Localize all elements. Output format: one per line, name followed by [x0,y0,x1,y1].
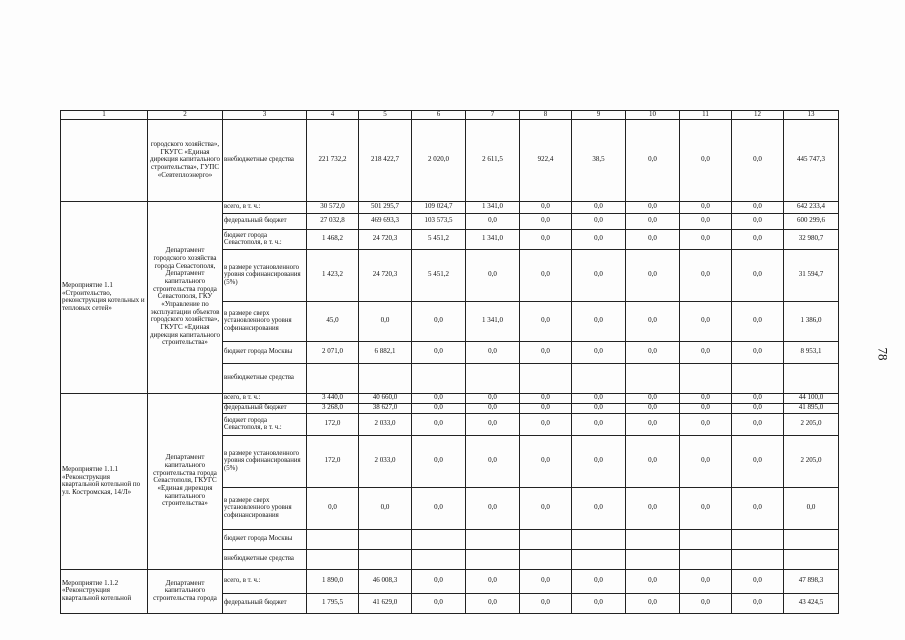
table-row [61,393,839,403]
value-cell: 0,0 [520,487,572,529]
value-cell: 0,0 [466,593,520,613]
column-header: 11 [680,111,732,120]
value-cell: 0,0 [626,301,680,341]
value-cell [466,363,520,393]
column-header: 3 [223,111,307,120]
value-cell: 0,0 [572,393,626,403]
value-cell: 1 341,0 [466,201,520,213]
value-cell: 8 953,1 [784,341,839,363]
value-cell [359,363,412,393]
value-cell: 0,0 [359,301,412,341]
value-cell: 221 732,2 [307,119,359,201]
value-cell: 0,0 [412,413,466,435]
executor-cell: Департамент капитального строительства города [148,569,223,613]
value-cell: 1 341,0 [466,229,520,249]
funding-source-cell: бюджет города Москвы [223,341,307,363]
value-cell [359,529,412,549]
value-cell [572,363,626,393]
column-header: 13 [784,111,839,120]
value-cell: 172,0 [307,435,359,487]
value-cell: 2 020,0 [412,119,466,201]
value-cell: 172,0 [307,413,359,435]
value-cell: 5 451,2 [412,229,466,249]
value-cell [732,529,784,549]
funding-source-cell: внебюджетные средства [223,549,307,569]
value-cell: 0,0 [520,229,572,249]
measure-cell: Мероприятие 1.1.2 «Реконструкция квартальной котельной [61,569,148,613]
value-cell [626,363,680,393]
value-cell: 0,0 [572,341,626,363]
value-cell: 0,0 [732,341,784,363]
measure-cell: Мероприятие 1.1.1 «Реконструкция квартальной котельной по ул. Костромская, 14/Л» [61,393,148,569]
funding-source-cell: федеральный бюджет [223,213,307,229]
value-cell: 1 386,0 [784,301,839,341]
column-header: 6 [412,111,466,120]
column-header: 7 [466,111,520,120]
header-row [61,111,839,120]
value-cell: 0,0 [732,569,784,593]
value-cell: 0,0 [680,393,732,403]
value-cell: 0,0 [732,593,784,613]
value-cell: 0,0 [572,593,626,613]
value-cell: 0,0 [680,435,732,487]
value-cell: 0,0 [732,119,784,201]
value-cell: 44 100,0 [784,393,839,403]
column-header: 8 [520,111,572,120]
value-cell [466,529,520,549]
value-cell: 109 024,7 [412,201,466,213]
value-cell: 642 233,4 [784,201,839,213]
value-cell: 24 720,3 [359,249,412,301]
value-cell: 0,0 [520,249,572,301]
value-cell: 600 299,6 [784,213,839,229]
funding-source-cell: всего, в т. ч.: [223,201,307,213]
value-cell: 0,0 [412,569,466,593]
value-cell: 0,0 [784,487,839,529]
column-header: 9 [572,111,626,120]
value-cell [412,549,466,569]
value-cell [572,549,626,569]
value-cell: 501 295,7 [359,201,412,213]
value-cell [732,549,784,569]
value-cell: 31 594,7 [784,249,839,301]
value-cell [572,529,626,549]
funding-source-cell: всего, в т. ч.: [223,393,307,403]
value-cell: 1 795,5 [307,593,359,613]
value-cell: 0,0 [412,301,466,341]
value-cell: 0,0 [732,393,784,403]
value-cell: 3 268,0 [307,403,359,413]
value-cell: 0,0 [732,413,784,435]
value-cell: 0,0 [466,569,520,593]
value-cell: 0,0 [626,435,680,487]
value-cell: 0,0 [412,341,466,363]
value-cell: 0,0 [680,249,732,301]
value-cell [732,363,784,393]
value-cell: 0,0 [732,249,784,301]
value-cell: 1 468,2 [307,229,359,249]
value-cell [680,549,732,569]
value-cell: 0,0 [520,213,572,229]
executor-cell: Департамент капитального строительства города Севастополя, ГКУГС «Единая дирекция капитального строительства» [148,393,223,569]
table-row [61,569,839,593]
value-cell: 0,0 [732,487,784,529]
value-cell: 0,0 [680,229,732,249]
value-cell: 0,0 [572,301,626,341]
funding-source-cell: внебюджетные средства [223,119,307,201]
value-cell: 24 720,3 [359,229,412,249]
measure-cell [61,119,148,201]
value-cell [307,529,359,549]
value-cell: 0,0 [307,487,359,529]
value-cell: 0,0 [626,487,680,529]
value-cell: 0,0 [412,403,466,413]
value-cell: 0,0 [520,301,572,341]
value-cell: 45,0 [307,301,359,341]
value-cell: 0,0 [732,435,784,487]
funding-source-cell: всего, в т. ч.: [223,569,307,593]
value-cell: 2 033,0 [359,413,412,435]
value-cell: 0,0 [412,393,466,403]
value-cell: 0,0 [680,403,732,413]
value-cell: 0,0 [466,413,520,435]
value-cell: 5 451,2 [412,249,466,301]
value-cell: 0,0 [572,229,626,249]
value-cell: 2 611,5 [466,119,520,201]
value-cell: 0,0 [572,213,626,229]
value-cell: 0,0 [626,569,680,593]
column-header: 2 [148,111,223,120]
value-cell: 0,0 [466,435,520,487]
value-cell: 0,0 [626,213,680,229]
value-cell: 46 008,3 [359,569,412,593]
value-cell: 41 629,0 [359,593,412,613]
value-cell: 1 341,0 [466,301,520,341]
value-cell: 1 423,2 [307,249,359,301]
value-cell: 47 898,3 [784,569,839,593]
value-cell: 0,0 [520,435,572,487]
value-cell: 2 205,0 [784,413,839,435]
budget-table [60,110,839,614]
value-cell: 0,0 [520,403,572,413]
funding-source-cell: бюджет города Севастополя, в т. ч.: [223,229,307,249]
value-cell: 0,0 [466,249,520,301]
funding-source-cell: внебюджетные средства [223,363,307,393]
value-cell: 0,0 [732,301,784,341]
value-cell: 0,0 [732,213,784,229]
value-cell: 0,0 [626,201,680,213]
table-row [61,119,839,201]
value-cell: 43 424,5 [784,593,839,613]
value-cell: 0,0 [520,201,572,213]
table-row [61,201,839,213]
value-cell: 103 573,5 [412,213,466,229]
value-cell: 2 033,0 [359,435,412,487]
executor-cell: Департамент городского хозяйства города Севастополя, Департамент капитального строительства города Севастополя, ГКУ «Управление по эксплуатации объектов городского хозяйства», ГКУГС «Единая дирекция капитального строительства» [148,201,223,393]
value-cell: 0,0 [732,201,784,213]
page-number: 78 [875,347,891,361]
value-cell [466,549,520,569]
funding-source-cell: бюджет города Севастополя, в т. ч.: [223,413,307,435]
value-cell [520,549,572,569]
value-cell: 0,0 [412,487,466,529]
value-cell: 38 627,0 [359,403,412,413]
value-cell: 2 071,0 [307,341,359,363]
value-cell: 0,0 [466,487,520,529]
value-cell: 0,0 [572,487,626,529]
value-cell: 0,0 [572,249,626,301]
value-cell [626,529,680,549]
value-cell: 0,0 [680,119,732,201]
value-cell: 0,0 [680,341,732,363]
value-cell [784,529,839,549]
value-cell [784,549,839,569]
column-header: 10 [626,111,680,120]
value-cell [307,363,359,393]
value-cell: 32 980,7 [784,229,839,249]
value-cell: 1 890,0 [307,569,359,593]
value-cell [412,529,466,549]
funding-source-cell: в размере сверх установленного уровня софинансирования [223,301,307,341]
funding-source-cell: в размере установленного уровня софинансирования (5%) [223,435,307,487]
value-cell: 2 205,0 [784,435,839,487]
value-cell [680,529,732,549]
value-cell: 0,0 [412,593,466,613]
executor-cell: городского хозяйства», ГКУГС «Единая дирекция капитального строительства», ГУПС «Севтеплоэнерго» [148,119,223,201]
value-cell [307,549,359,569]
value-cell: 0,0 [359,487,412,529]
value-cell: 922,4 [520,119,572,201]
value-cell: 0,0 [412,435,466,487]
value-cell: 445 747,3 [784,119,839,201]
value-cell [520,363,572,393]
funding-source-cell: бюджет города Москвы [223,529,307,549]
value-cell: 0,0 [680,301,732,341]
value-cell: 3 440,0 [307,393,359,403]
value-cell [359,549,412,569]
value-cell: 0,0 [680,413,732,435]
value-cell: 6 882,1 [359,341,412,363]
value-cell [412,363,466,393]
value-cell [520,529,572,549]
value-cell: 0,0 [626,229,680,249]
funding-source-cell: федеральный бюджет [223,403,307,413]
value-cell: 40 660,0 [359,393,412,403]
funding-source-cell: в размере установленного уровня софинансирования (5%) [223,249,307,301]
value-cell: 469 693,3 [359,213,412,229]
value-cell: 27 032,8 [307,213,359,229]
value-cell: 0,0 [732,403,784,413]
funding-source-cell: в размере сверх установленного уровня софинансирования [223,487,307,529]
value-cell: 0,0 [572,413,626,435]
value-cell: 0,0 [626,593,680,613]
value-cell: 0,0 [626,393,680,403]
value-cell: 41 895,0 [784,403,839,413]
value-cell: 0,0 [520,413,572,435]
value-cell: 0,0 [520,593,572,613]
value-cell: 30 572,0 [307,201,359,213]
value-cell: 0,0 [680,213,732,229]
value-cell: 0,0 [680,487,732,529]
value-cell [626,549,680,569]
value-cell: 0,0 [572,201,626,213]
value-cell: 38,5 [572,119,626,201]
value-cell: 0,0 [466,393,520,403]
funding-source-cell: федеральный бюджет [223,593,307,613]
value-cell: 0,0 [572,569,626,593]
value-cell: 0,0 [572,435,626,487]
measure-cell: Мероприятие 1.1 «Строительство, реконструкция котельных и тепловых сетей» [61,201,148,393]
value-cell: 0,0 [680,201,732,213]
column-header: 5 [359,111,412,120]
value-cell: 0,0 [626,249,680,301]
value-cell [680,363,732,393]
value-cell: 0,0 [626,403,680,413]
value-cell: 0,0 [520,569,572,593]
value-cell: 0,0 [520,341,572,363]
value-cell: 0,0 [680,569,732,593]
value-cell: 0,0 [626,119,680,201]
value-cell [784,363,839,393]
column-header: 1 [61,111,148,120]
value-cell: 0,0 [466,403,520,413]
value-cell: 0,0 [466,341,520,363]
column-header: 4 [307,111,359,120]
value-cell: 0,0 [626,413,680,435]
value-cell: 0,0 [732,229,784,249]
value-cell: 0,0 [680,593,732,613]
value-cell: 0,0 [466,213,520,229]
value-cell: 0,0 [626,341,680,363]
column-header: 12 [732,111,784,120]
value-cell: 0,0 [572,403,626,413]
table-body [61,111,839,614]
value-cell: 218 422,7 [359,119,412,201]
value-cell: 0,0 [520,393,572,403]
